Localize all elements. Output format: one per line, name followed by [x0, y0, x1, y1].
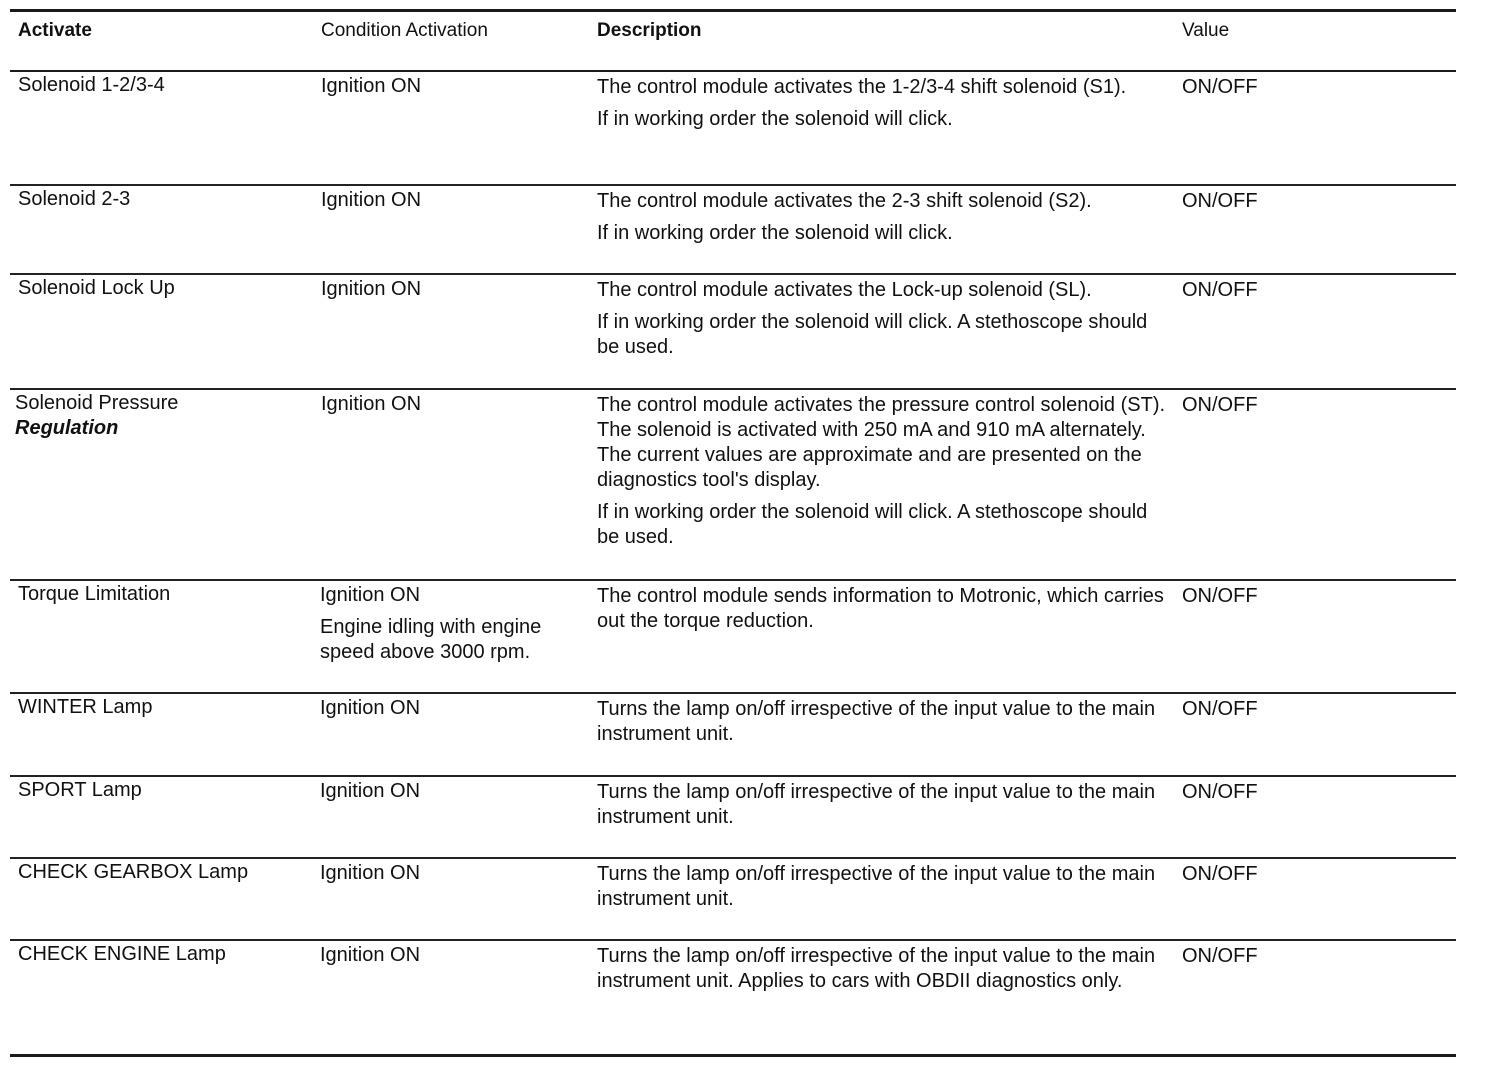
value-cell: ON/OFF [1182, 190, 1258, 212]
activate-cell: Solenoid 2-3 [18, 188, 131, 210]
table-row [10, 275, 1456, 388]
description-cell [597, 780, 1182, 830]
value-cell: ON/OFF [1182, 585, 1258, 607]
condition-text: Ignition ON [320, 584, 421, 606]
table-bottom-rule [10, 1054, 1456, 1057]
description-cell [597, 189, 1182, 246]
activate-cell: CHECK GEARBOX Lamp [18, 861, 249, 883]
header-description: Description [597, 20, 702, 41]
activate-cell: CHECK ENGINE Lamp [18, 943, 226, 965]
table-row [10, 859, 1456, 939]
condition-text: Ignition ON [321, 75, 422, 97]
header-activate: Activate [18, 20, 92, 41]
description-text: The control module activates the 1-2/3-4 shift solenoid (S1). [597, 76, 1127, 98]
activate-cell: WINTER Lamp [18, 696, 153, 718]
condition-text: Ignition ON [320, 697, 421, 719]
table-row [10, 186, 1456, 273]
description-text: If in working order the solenoid will click. [597, 108, 953, 130]
description-text: If in working order the solenoid will click. A stethoscope should be used. [597, 501, 1148, 548]
description-text: The control module activates the 2-3 shift solenoid (S2). [597, 190, 1092, 212]
activate-cell: Solenoid Lock Up [18, 277, 175, 299]
header-condition: Condition Activation [321, 20, 488, 41]
table-row [10, 777, 1456, 857]
table-row [10, 581, 1456, 692]
activate-cell [15, 391, 315, 441]
condition-text: Ignition ON [320, 944, 421, 966]
description-text: Turns the lamp on/off irrespective of the input value to the main instrument unit. Applies to cars with OBDII diagnostics only. [597, 945, 1156, 992]
condition-text: Ignition ON [320, 862, 421, 884]
activate-emphasis: Regulation [15, 417, 119, 439]
condition-cell [321, 188, 586, 213]
description-cell [597, 278, 1182, 360]
value-cell: ON/OFF [1182, 279, 1258, 301]
condition-text: Ignition ON [320, 780, 421, 802]
value-cell: ON/OFF [1182, 863, 1258, 885]
value-cell: ON/OFF [1182, 698, 1258, 720]
table-row [10, 941, 1456, 1045]
condition-text: Engine idling with engine speed above 3000 rpm. [320, 616, 542, 663]
condition-cell [320, 583, 585, 665]
activate-cell: Solenoid 1-2/3-4 [18, 74, 165, 96]
condition-cell [320, 779, 585, 804]
description-text: The control module sends information to Motronic, which carries out the torque reduction. [597, 585, 1164, 632]
table-header-row [10, 12, 1456, 70]
condition-cell [321, 277, 586, 302]
value-cell: ON/OFF [1182, 394, 1258, 416]
activation-table [10, 9, 1456, 1045]
description-text: If in working order the solenoid will click. A stethoscope should be used. [597, 311, 1148, 358]
description-cell [597, 75, 1167, 132]
condition-cell [321, 74, 586, 99]
condition-cell [320, 943, 585, 968]
value-cell: ON/OFF [1182, 76, 1258, 98]
description-cell [597, 697, 1182, 747]
condition-cell [320, 861, 585, 886]
description-cell [597, 862, 1182, 912]
description-text: If in working order the solenoid will click. [597, 222, 953, 244]
activate-cell: SPORT Lamp [18, 779, 142, 801]
header-value: Value [1182, 20, 1230, 41]
condition-text: Ignition ON [321, 393, 422, 415]
activate-cell: Torque Limitation [18, 583, 171, 605]
description-text: The control module activates the pressure control solenoid (ST). The solenoid is activated with 250 mA and 910 mA alternately. The current values are approximate and are presented on the diagnostics tool's display. [597, 394, 1166, 491]
condition-cell [320, 696, 585, 721]
table-row [10, 72, 1456, 184]
value-cell: ON/OFF [1182, 781, 1258, 803]
value-cell: ON/OFF [1182, 945, 1258, 967]
table-row [10, 694, 1456, 775]
condition-text: Ignition ON [321, 189, 422, 211]
description-cell [597, 584, 1182, 634]
description-text: Turns the lamp on/off irrespective of the input value to the main instrument unit. [597, 863, 1156, 910]
description-cell [597, 393, 1182, 550]
description-cell [597, 944, 1182, 994]
table-row [10, 390, 1456, 579]
description-text: Turns the lamp on/off irrespective of the input value to the main instrument unit. [597, 781, 1156, 828]
description-text: Turns the lamp on/off irrespective of the input value to the main instrument unit. [597, 698, 1156, 745]
condition-cell [321, 392, 586, 417]
description-text: The control module activates the Lock-up solenoid (SL). [597, 279, 1092, 301]
activate-text: Solenoid Pressure [15, 392, 179, 414]
condition-text: Ignition ON [321, 278, 422, 300]
